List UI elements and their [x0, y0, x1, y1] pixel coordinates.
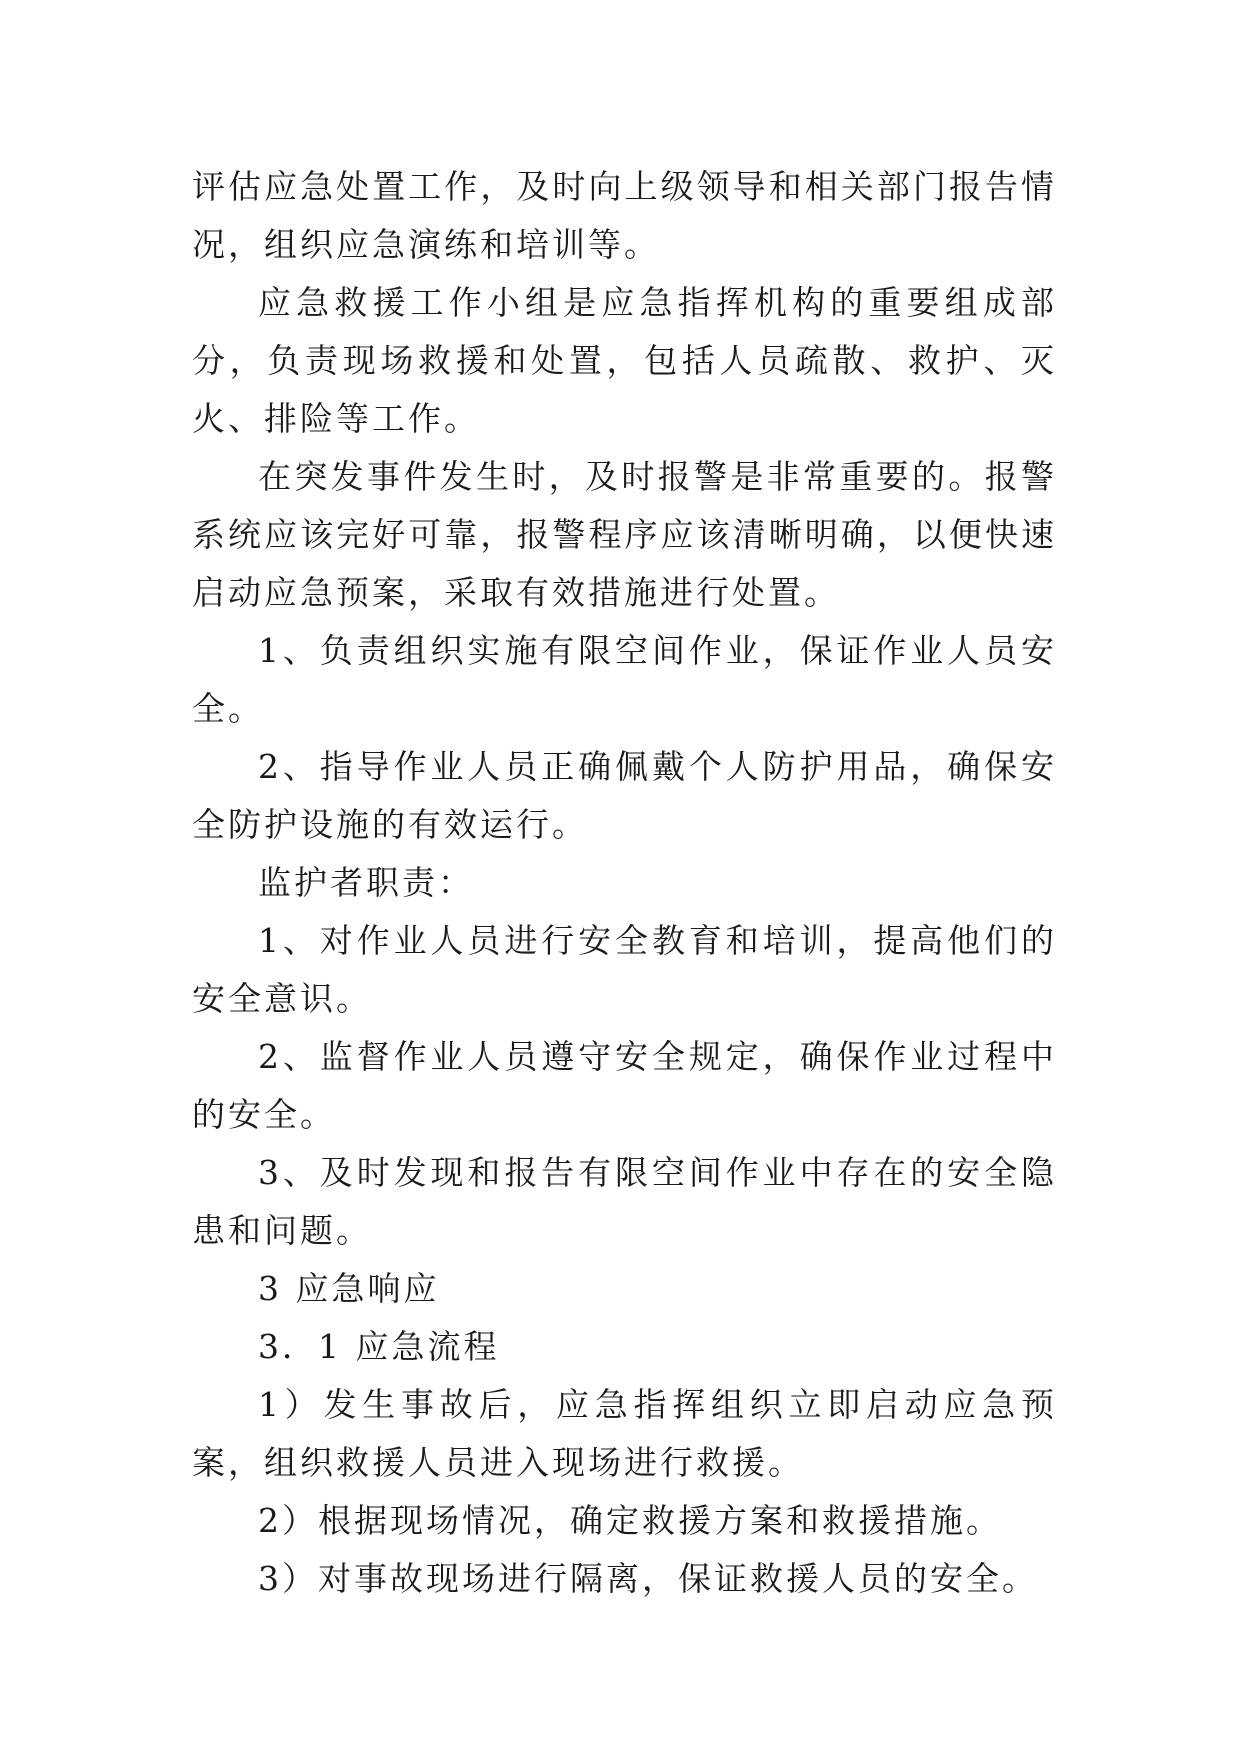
section-heading: 监护者职责：: [258, 863, 474, 902]
list-item: 2、指导作业人员正确佩戴个人防护用品，确保安全防护设施的有效运行。: [192, 747, 1057, 844]
list-item: 3）对事故现场进行隔离，保证救援人员的安全。: [258, 1559, 1038, 1598]
paragraph: 在突发事件发生时，及时报警是非常重要的。报警系统应该完好可靠，报警程序应该清晰明确，以便快速启动应急预案，采取有效措施进行处置。: [192, 457, 1057, 612]
document-body: [192, 158, 1057, 1608]
section-heading: 3 应急响应: [258, 1269, 440, 1308]
list-item: 1）发生事故后，应急指挥组织立即启动应急预案，组织救援人员进入现场进行救援。: [192, 1385, 1057, 1482]
paragraph: 应急救援工作小组是应急指挥机构的重要组成部分，负责现场救援和处置，包括人员疏散、救护、灭火、排险等工作。: [192, 283, 1057, 438]
list-item: 1、对作业人员进行安全教育和培训，提高他们的安全意识。: [192, 921, 1057, 1018]
list-item: 2、监督作业人员遵守安全规定，确保作业过程中的安全。: [192, 1037, 1057, 1134]
list-item: 3、及时发现和报告有限空间作业中存在的安全隐患和问题。: [192, 1153, 1057, 1250]
list-item: 2）根据现场情况，确定救援方案和救援措施。: [258, 1501, 1002, 1540]
paragraph: 评估应急处置工作，及时向上级领导和相关部门报告情况，组织应急演练和培训等。: [192, 167, 1057, 264]
list-item: 1、负责组织实施有限空间作业，保证作业人员安全。: [192, 631, 1057, 728]
subsection-heading: 3．1 应急流程: [258, 1327, 500, 1366]
